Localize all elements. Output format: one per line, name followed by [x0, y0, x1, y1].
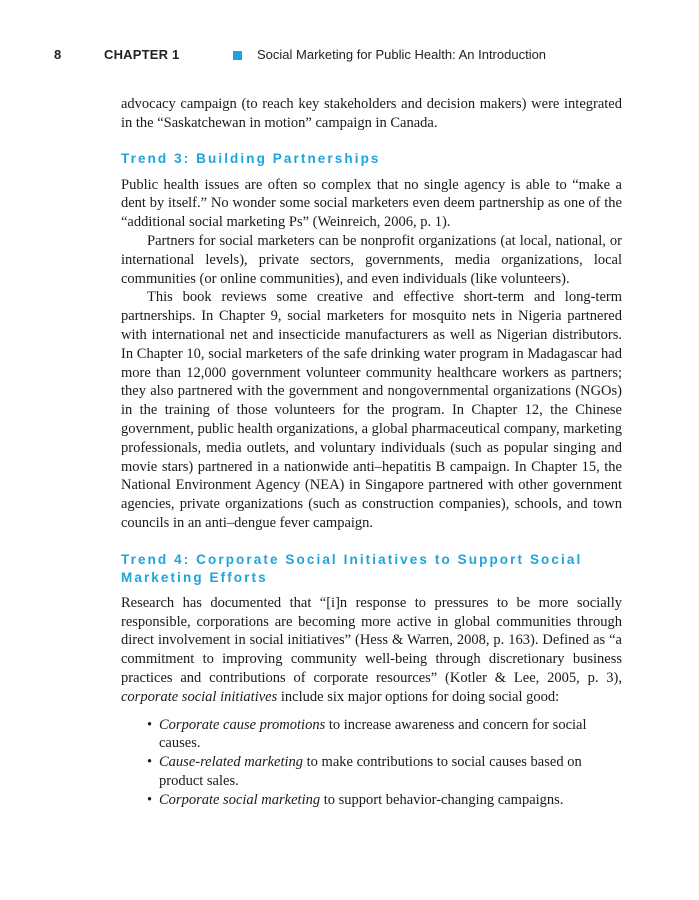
list-item — [121, 791, 622, 810]
list-item-text: to increase awareness and concern for social causes. — [159, 716, 587, 752]
chapter-label: CHAPTER 1 — [104, 47, 180, 62]
list-item-text: to make contributions to social causes based on product sales. — [159, 754, 582, 789]
paragraph-text: Research has documented that “[i]n response to pressures to be more socially responsible, corporations are becoming more active in global communities through direct involvement in social initiatives” (Hess & Warren, 2008, p. 163). Defined as “a commitment to improving community well-being through discretionary business practices and contributions of corporate resources” (Kotler & Lee, 2005, p. 3), — [121, 594, 622, 686]
trend3-paragraph-1: Public health issues are often so complex that no single agency is able to “make a dent by itself.” No wonder some social marketers even deem partnership as one of the “additional social marketing Ps” (Weinreich, 2006, p. 1). — [121, 176, 622, 231]
running-header — [54, 47, 669, 67]
heading-line-1: Trend 4: Corporate Social Initiatives to Support Social — [121, 551, 583, 567]
initiatives-list — [121, 716, 622, 810]
list-item — [121, 753, 622, 791]
paragraph-tail: include six major options for doing social good: — [277, 688, 560, 705]
trend3-paragraph-2: Partners for social marketers can be nonprofit organizations (at local, national, or international levels), private sectors, governments, media organizations, local communities (or online communities), and even individuals (like volunteers). — [121, 232, 622, 287]
trend3-paragraph-3: This book reviews some creative and effective short-term and long-term partnerships. In Chapter 9, social marketers for mosquito nets in Nigeria partnered with international net and insecticide manufacturers as well as Nigerian distributors. In Chapter 10, social marketers of the safe drinking water program in Madagascar had more than 12,000 government volunteer community healthcare workers as partners; they also partnered with the government and nongovernmental organizations (NGOs) in the training of those volunteers for the program. In Chapter 12, the Chinese government, public health organizations, a global pharmaceutical company, marketing professionals, media outlets, and voluntary individuals (such as popular singing and movie stars) partnered in a nationwide anti–hepatitis B campaign. In Chapter 15, the National Environment Agency (NEA) in Singapore partnered with other government agencies, private organizations (such as construction companies), schools, and town councils in an anti–dengue fever campaign. — [121, 289, 622, 531]
bullet-icon: • — [147, 791, 153, 808]
section-heading-trend-4 — [121, 551, 622, 587]
section-heading-trend-3: Trend 3: Building Partnerships — [121, 150, 381, 166]
list-item-term: Corporate cause promotions — [159, 716, 326, 733]
heading-line-2: Marketing Efforts — [121, 569, 268, 585]
list-item-text: to support behavior-changing campaigns. — [320, 791, 564, 808]
chapter-title: Social Marketing for Public Health: An Introduction — [257, 47, 547, 62]
list-item-term: Cause-related marketing — [159, 754, 304, 771]
list-item — [121, 716, 622, 754]
page-body — [121, 95, 622, 810]
bullet-icon: • — [147, 754, 153, 771]
list-item-term: Corporate social marketing — [159, 791, 321, 808]
page-number: 8 — [54, 47, 62, 62]
bullet-icon: • — [147, 716, 153, 733]
emphasized-term: corporate social initiatives — [121, 688, 278, 705]
trend4-paragraph-1 — [121, 594, 622, 707]
intro-paragraph: advocacy campaign (to reach key stakeholders and decision makers) were integrated in the “Saskatchewan in motion” campaign in Canada. — [121, 96, 622, 131]
square-bullet-icon — [233, 51, 242, 60]
